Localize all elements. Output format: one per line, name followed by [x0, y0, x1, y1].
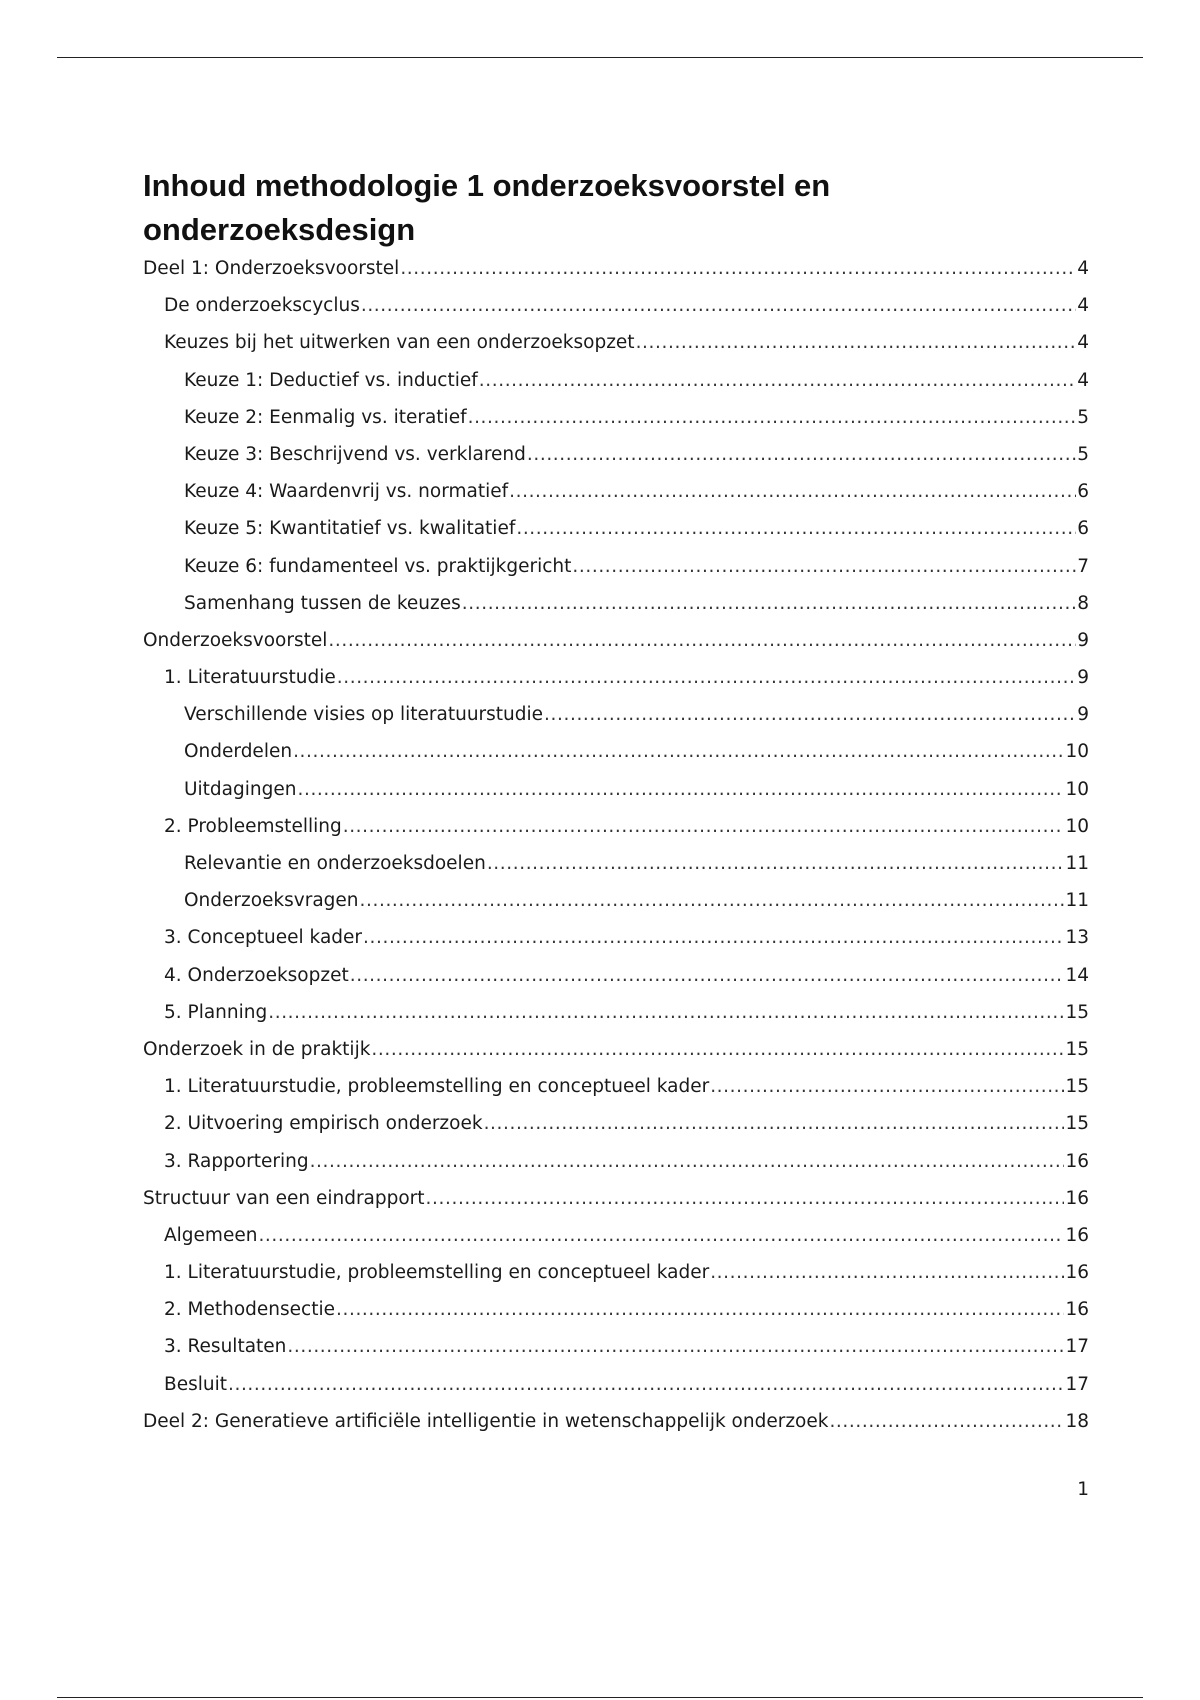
toc-entry-page: 15 — [1065, 1113, 1089, 1135]
toc-entry[interactable] — [143, 965, 1089, 1002]
toc-entry[interactable] — [143, 1374, 1089, 1411]
toc-dot-leader — [371, 1039, 1064, 1060]
toc-dot-leader — [400, 258, 1076, 279]
toc-entry-label: Keuze 4: Waardenvrij vs. normatief — [184, 481, 509, 503]
toc-entry[interactable] — [143, 1299, 1089, 1336]
toc-dot-leader — [336, 1299, 1064, 1320]
toc-dot-leader — [360, 890, 1065, 911]
toc-entry-page: 5 — [1077, 406, 1089, 428]
footer-rule — [57, 1697, 1143, 1698]
toc-dot-leader — [462, 593, 1076, 614]
toc-entry[interactable] — [143, 667, 1089, 704]
toc-entry-label: Samenhang tussen de keuzes — [184, 592, 461, 614]
toc-dot-leader — [516, 518, 1076, 539]
toc-entry[interactable] — [143, 556, 1089, 593]
header-rule — [57, 57, 1143, 58]
toc-dot-leader — [287, 1336, 1064, 1357]
toc-entry-page: 16 — [1065, 1150, 1089, 1172]
toc-entry[interactable] — [143, 332, 1089, 369]
toc-entry-label: 2. Probleemstelling — [164, 815, 342, 837]
page-number: 1 — [1077, 1479, 1089, 1500]
toc-entry-label: Keuzes bij het uitwerken van een onderzoeksopzet — [164, 332, 635, 354]
toc-entry-page: 17 — [1065, 1373, 1089, 1395]
toc-entry-label: 2. Methodensectie — [164, 1299, 335, 1321]
toc-entry[interactable] — [143, 481, 1089, 518]
toc-dot-leader — [343, 816, 1065, 837]
toc-entry-page: 9 — [1077, 629, 1089, 651]
toc-entry-page: 15 — [1065, 1001, 1089, 1023]
toc-dot-leader — [350, 965, 1065, 986]
toc-entry-page: 4 — [1077, 258, 1089, 279]
toc-entry-label: Relevantie en onderzoeksdoelen — [184, 853, 486, 874]
toc-dot-leader — [297, 779, 1064, 800]
toc-entry-page: 10 — [1065, 778, 1089, 800]
toc-entry-page: 4 — [1077, 369, 1089, 391]
toc-entry-page: 14 — [1065, 964, 1089, 986]
toc-entry-label: Algemeen — [164, 1224, 258, 1246]
toc-entry-page: 11 — [1065, 890, 1089, 912]
toc-entry-label: Onderdelen — [184, 741, 293, 763]
toc-dot-leader — [258, 1225, 1064, 1246]
toc-entry-label: 2. Uitvoering empirisch onderzoek — [164, 1113, 483, 1135]
toc-entry[interactable] — [143, 704, 1089, 741]
toc-entry-label: 5. Planning — [164, 1001, 268, 1023]
toc-entry-page: 15 — [1065, 1076, 1089, 1098]
toc-entry-label: Uitdagingen — [184, 778, 297, 800]
toc-entry-label: Keuze 3: Beschrijvend vs. verklarend — [184, 443, 526, 465]
toc-entry[interactable] — [143, 1411, 1089, 1448]
toc-entry[interactable] — [143, 1188, 1089, 1225]
toc-dot-leader — [228, 1374, 1064, 1395]
toc-entry-page: 4 — [1077, 332, 1089, 354]
toc-dot-leader — [710, 1262, 1064, 1283]
toc-dot-leader — [479, 370, 1076, 391]
toc-entry[interactable] — [143, 1336, 1089, 1373]
toc-dot-leader — [572, 556, 1076, 577]
toc-dot-leader — [636, 332, 1077, 353]
toc-entry-label: Keuze 2: Eenmalig vs. iteratief — [184, 406, 467, 428]
toc-dot-leader — [484, 1113, 1065, 1134]
toc-entry[interactable] — [143, 1002, 1089, 1039]
toc-dot-leader — [293, 741, 1064, 762]
toc-entry-label: 3. Resultaten — [164, 1336, 287, 1358]
toc-entry[interactable] — [143, 1076, 1089, 1113]
toc-entry-label: Keuze 5: Kwantitatief vs. kwalitatief — [184, 518, 516, 540]
toc-entry-label: Onderzoek in de praktijk — [143, 1038, 371, 1060]
toc-entry[interactable] — [143, 407, 1089, 444]
toc-entry-page: 16 — [1065, 1262, 1089, 1284]
toc-entry[interactable] — [143, 258, 1089, 295]
toc-dot-leader — [363, 927, 1064, 948]
toc-entry-page: 15 — [1065, 1038, 1089, 1060]
toc-entry-page: 10 — [1065, 741, 1089, 763]
toc-dot-leader — [310, 1151, 1065, 1172]
toc-entry-page: 10 — [1065, 815, 1089, 837]
toc-entry[interactable] — [143, 927, 1089, 964]
toc-dot-leader — [544, 704, 1076, 725]
toc-entry-page: 5 — [1077, 443, 1089, 465]
toc-entry-page: 4 — [1077, 295, 1089, 317]
toc-entry-label: De onderzoekscyclus — [164, 295, 360, 317]
toc-entry-page: 9 — [1077, 667, 1089, 689]
toc-dot-leader — [268, 1002, 1064, 1023]
toc-entry-label: Structuur van een eindrapport — [143, 1187, 425, 1209]
toc-entry-label: Onderzoeksvoorstel — [143, 629, 328, 651]
toc-entry-label: 3. Rapportering — [164, 1150, 309, 1172]
toc-entry-label: Verschillende visies op literatuurstudie — [184, 704, 544, 726]
toc-dot-leader — [829, 1411, 1064, 1432]
toc-dot-leader — [487, 853, 1065, 874]
toc-dot-leader — [337, 667, 1076, 688]
toc-entry[interactable] — [143, 853, 1089, 890]
table-of-contents — [143, 258, 1089, 1448]
toc-entry[interactable] — [143, 444, 1089, 481]
toc-dot-leader — [468, 407, 1077, 428]
toc-dot-leader — [328, 630, 1076, 651]
toc-entry[interactable] — [143, 370, 1089, 407]
toc-entry[interactable] — [143, 295, 1089, 332]
toc-entry[interactable] — [143, 1113, 1089, 1150]
toc-entry-label: 1. Literatuurstudie, probleemstelling en conceptueel kader — [164, 1076, 710, 1098]
toc-entry-label: Onderzoeksvragen — [184, 890, 359, 912]
toc-entry-label: 1. Literatuurstudie — [164, 667, 336, 689]
toc-entry[interactable] — [143, 779, 1089, 816]
toc-entry-page: 8 — [1077, 592, 1089, 614]
toc-entry-label: 1. Literatuurstudie, probleemstelling en conceptueel kader — [164, 1262, 710, 1284]
toc-entry-label: Deel 2: Generatieve artificiële intelligentie in wetenschappelijk onderzoek — [143, 1410, 829, 1432]
toc-entry-page: 13 — [1065, 927, 1089, 949]
toc-entry-label: 3. Conceptueel kader — [164, 927, 363, 949]
toc-entry-label: 4. Onderzoeksopzet — [164, 964, 349, 986]
toc-entry-label: Keuze 1: Deductief vs. inductief — [184, 369, 478, 391]
toc-entry[interactable] — [143, 816, 1089, 853]
toc-entry-page: 16 — [1065, 1187, 1089, 1209]
toc-entry[interactable] — [143, 1039, 1089, 1076]
toc-entry-page: 16 — [1065, 1299, 1089, 1321]
toc-entry-label: Deel 1: Onderzoeksvoorstel — [143, 258, 400, 279]
toc-entry[interactable] — [143, 1262, 1089, 1299]
toc-entry-page: 6 — [1077, 518, 1089, 540]
toc-entry-page: 7 — [1077, 555, 1089, 577]
toc-entry-page: 11 — [1065, 853, 1089, 874]
toc-entry[interactable] — [143, 890, 1089, 927]
toc-entry[interactable] — [143, 1225, 1089, 1262]
toc-entry[interactable] — [143, 741, 1089, 778]
toc-dot-leader — [361, 295, 1076, 316]
toc-entry-page: 6 — [1077, 481, 1089, 503]
toc-dot-leader — [527, 444, 1076, 465]
toc-dot-leader — [710, 1076, 1064, 1097]
toc-entry[interactable] — [143, 630, 1089, 667]
toc-entry-page: 16 — [1065, 1224, 1089, 1246]
toc-entry[interactable] — [143, 593, 1089, 630]
document-title: Inhoud methodologie 1 onderzoeksvoorstel en onderzoeksdesign — [143, 168, 831, 247]
toc-entry-label: Besluit — [164, 1373, 227, 1395]
toc-entry-page: 18 — [1065, 1410, 1089, 1432]
toc-entry-label: Keuze 6: fundamenteel vs. praktijkgericht — [184, 555, 572, 577]
toc-entry[interactable] — [143, 1151, 1089, 1188]
toc-entry-page: 17 — [1065, 1336, 1089, 1358]
toc-dot-leader — [509, 481, 1076, 502]
toc-dot-leader — [426, 1188, 1065, 1209]
toc-entry-page: 9 — [1077, 704, 1089, 726]
toc-entry[interactable] — [143, 518, 1089, 555]
